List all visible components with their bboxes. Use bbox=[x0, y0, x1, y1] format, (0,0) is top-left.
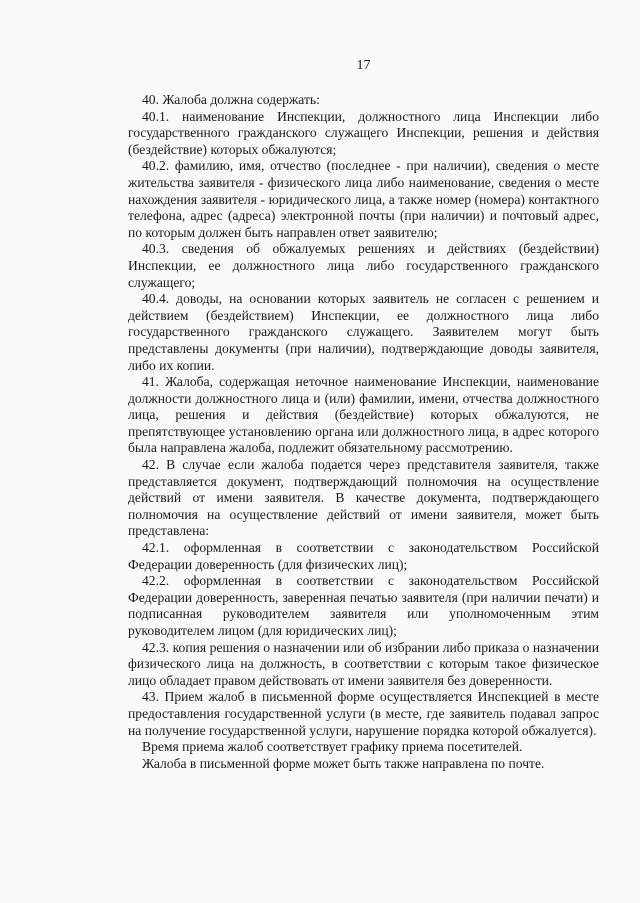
paragraph-reception-time: Время приема жалоб соответствует графику приема посетителей. bbox=[142, 739, 523, 755]
paragraph-42-2: 42.2. оформленная в соответствии с законодательством Российской Федерации доверенность, заверенная печатью заявителя (при наличии печати) и подписанная руководителем заявителя или уполномоченным этим руководителем лицом (для юридических лиц); bbox=[128, 573, 599, 638]
paragraph-40-1: 40.1. наименование Инспекции, должностного лица Инспекции либо государственного гражданского служащего Инспекции, решения и действия (бездействие) которых обжалуются; bbox=[128, 108, 599, 157]
document-body bbox=[128, 92, 599, 772]
paragraph-42: 42. В случае если жалоба подается через представителя заявителя, также представляется документ, подтверждающий полномочия на осуществление действий от имени заявителя. В качестве документа, подтверждающего полномочия на осуществление действий от имени заявителя, может быть представлена: bbox=[128, 457, 599, 539]
paragraph-40: 40. Жалоба должна содержать: bbox=[142, 92, 320, 107]
paragraph-40-4: 40.4. доводы, на основании которых заявитель не согласен с решением и действием (бездействием) Инспекции, ее должностного лица либо государственного гражданского служащего. Заявителем могут быть представлены документы (при наличии), подтверждающие доводы заявителя, либо их копии. bbox=[128, 291, 599, 373]
paragraph-40-2: 40.2. фамилию, имя, отчество (последнее - при наличии), сведения о месте жительства заявителя - физического лица либо наименование, сведения о месте нахождения заявителя - юридического лица, а также номер (номера) контактного телефона, адрес (адреса) электронной почты (при наличии) и почтовый адрес, по которым должен быть направлен ответ заявителю; bbox=[128, 158, 599, 240]
paragraph-42-1: 42.1. оформленная в соответствии с законодательством Российской Федерации доверенность (для физических лиц); bbox=[128, 540, 599, 572]
paragraph-42-3: 42.3. копия решения о назначении или об избрании либо приказа о назначении физического лица на должность, в соответствии с которым такое физическое лицо обладает правом действовать от имени заявителя без доверенности. bbox=[128, 639, 599, 688]
paragraph-41: 41. Жалоба, содержащая неточное наименование Инспекции, наименование должности должностного лица и (или) фамилии, имени, отчества должностного лица, решения и действия (бездействие) которых обжалуются, не препятствующее установлению органа или должностного лица, в адрес которого была направлена жалоба, подлежит обязательному рассмотрению. bbox=[128, 374, 599, 456]
paragraph-postal-submission: Жалоба в письменной форме может быть также направлена по почте. bbox=[142, 755, 545, 771]
paragraph-43: 43. Прием жалоб в письменной форме осуществляется Инспекцией в месте предоставления государственной услуги (в месте, где заявитель подавал запрос на получение государственной услуги, нарушение порядка которой обжалуется). bbox=[128, 689, 599, 738]
page-number: 17 bbox=[356, 58, 371, 73]
paragraph-40-3: 40.3. сведения об обжалуемых решениях и действиях (бездействии) Инспекции, ее должностного лица либо государственного гражданского служащего; bbox=[128, 241, 599, 290]
